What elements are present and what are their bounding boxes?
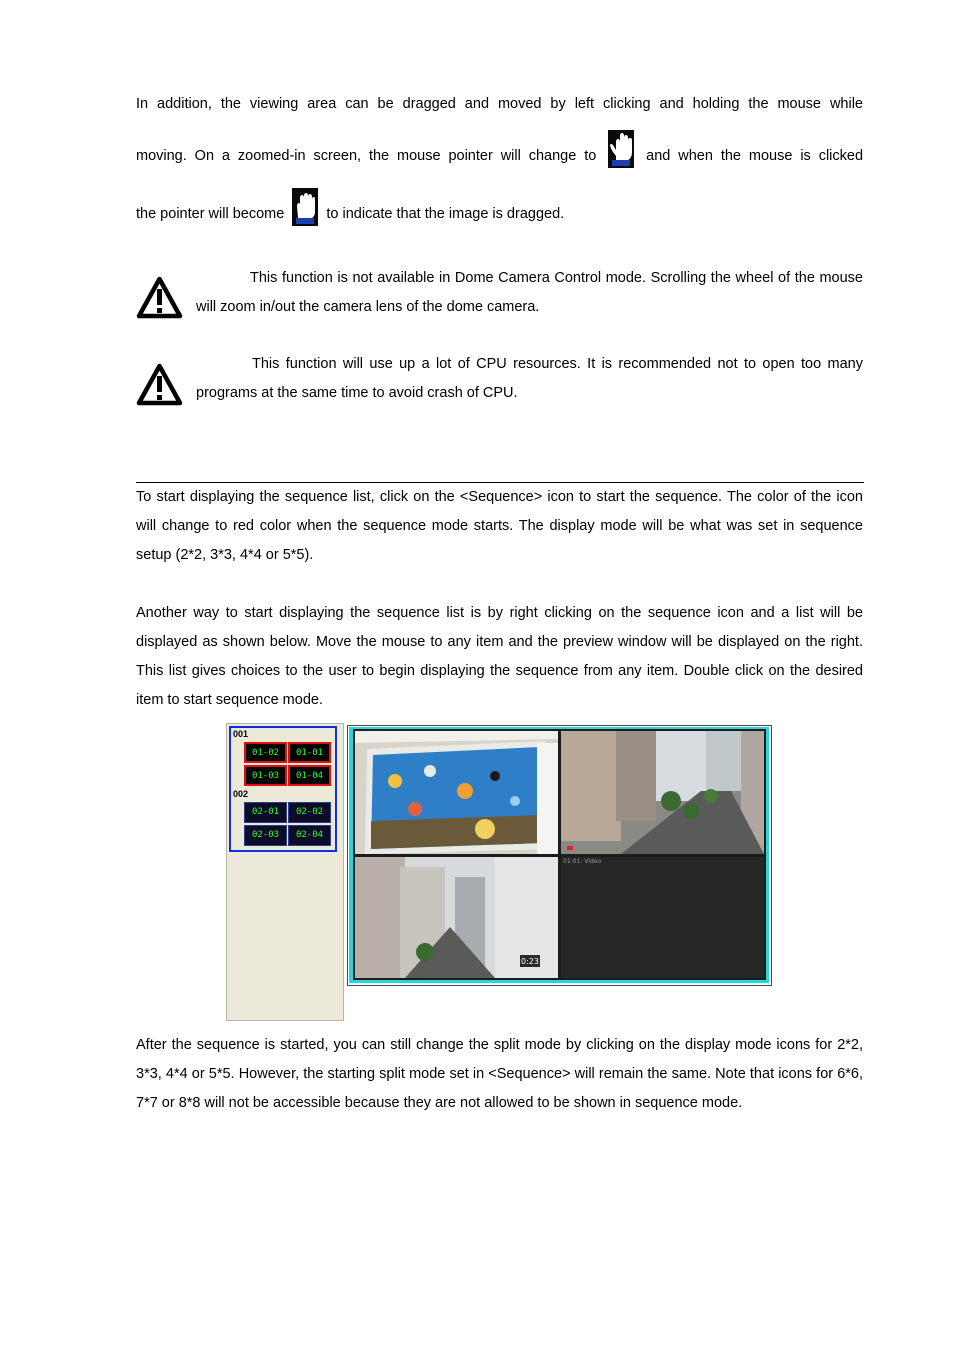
intro-line-3: [136, 184, 863, 244]
sequence-item[interactable]: 01-02: [244, 742, 287, 763]
overlay-text: 0:23: [521, 957, 539, 966]
sequence-item[interactable]: 02-02: [288, 802, 331, 823]
camera-tile-street[interactable]: [561, 731, 764, 854]
paragraph-sequence-list: Another way to start displaying the sequence list is by right clicking on the sequence icon and a list will be displayed as shown below. Move the mouse to any item and the preview window will be displayed on the right. This list gives choices to the user to begin displaying the sequence from any item. Double click on the desired item to start sequence mode.: [136, 605, 863, 708]
note-2: This function will use up a lot of CPU resources. It is recommended not to open too many programs at the same time to avoid crash of CPU.: [196, 356, 863, 401]
sequence-item[interactable]: 02-01: [244, 802, 287, 823]
group-label-001: 001: [233, 729, 249, 739]
sequence-item[interactable]: 01-01: [288, 742, 331, 763]
grab-hand-cursor-icon: [292, 188, 318, 226]
paragraph-split-mode: After the sequence is started, you can still change the split mode by clicking on the display mode icons for 2*2, 3*3, 4*4 or 5*5. However, the starting split mode set in <Sequence> will remain the same. Note that icons for 6*6, 7*7 or 8*8 will not be accessible because they are not allowed to be shown in sequence mode.: [136, 1037, 863, 1111]
sequence-item[interactable]: 02-04: [288, 825, 331, 846]
intro-line-3b: to indicate that the image is dragged.: [326, 206, 565, 222]
sequence-item[interactable]: 01-04: [288, 765, 331, 786]
sequence-item[interactable]: 01-03: [244, 765, 287, 786]
open-hand-cursor-icon: [608, 130, 634, 168]
camera-tile-buildings[interactable]: [355, 857, 558, 978]
intro-line-3a: the pointer will become: [136, 206, 285, 222]
tile-label: 01-01: Video: [563, 858, 602, 865]
intro-line-1: In addition, the viewing area can be dragged and moved by left clicking and holding the mouse while: [136, 96, 863, 112]
camera-tile-empty[interactable]: [561, 857, 764, 978]
group-label-002: 002: [233, 789, 249, 799]
warning-triangle-icon: [136, 276, 183, 324]
intro-line-2b: and when the mouse is clicked: [646, 148, 864, 164]
paragraph-sequence-start: To start displaying the sequence list, click on the <Sequence> icon to start the sequence. The color of the icon will change to red color when the sequence mode starts. The display mode will be what was set in sequence setup (2*2, 3*3, 4*4 or 5*5).: [136, 489, 863, 563]
warning-triangle-icon: [136, 363, 183, 411]
intro-paragraph: [136, 90, 863, 119]
intro-line-2: [136, 126, 863, 186]
preview-screen: [353, 729, 766, 980]
note-1: This function is not available in Dome Camera Control mode. Scrolling the wheel of the mouse will zoom in/out the camera lens of the dome camera.: [196, 270, 863, 315]
camera-tile-aquarium[interactable]: [355, 731, 558, 854]
sequence-item[interactable]: 02-03: [244, 825, 287, 846]
intro-line-2a: moving. On a zoomed-in screen, the mouse pointer will change to: [136, 148, 597, 164]
sequence-list: [229, 726, 337, 852]
